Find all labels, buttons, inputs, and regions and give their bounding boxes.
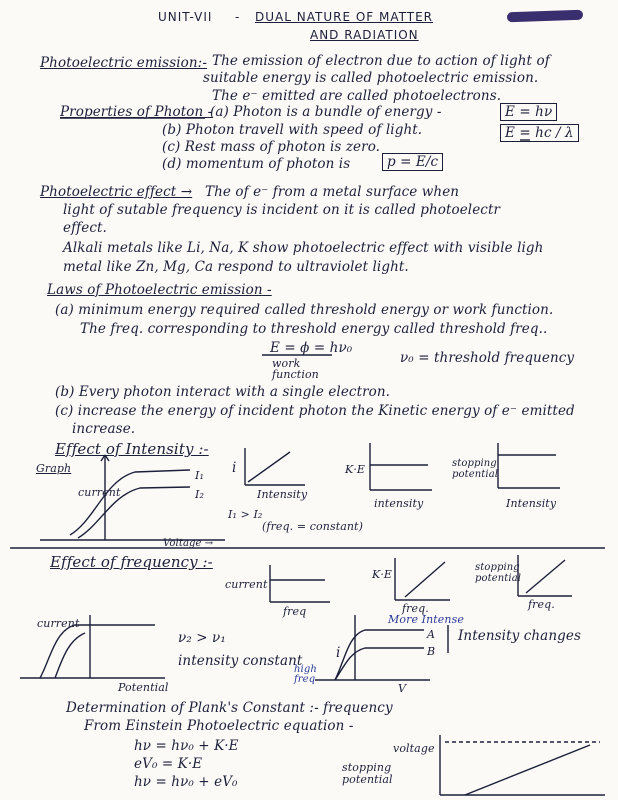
eq-momentum: p = E/c [382, 153, 443, 171]
graph2-line [248, 452, 290, 482]
law-b: (b) Every photon interact with a single electron. [55, 384, 391, 400]
law-a: (a) minimum energy required called threshold energy or work function. [55, 302, 554, 318]
effect-line-4: Alkali metals like Li, Na, K show photoelectric effect with visible ligh [63, 240, 544, 256]
effect-line-3: effect. [63, 220, 107, 236]
pgraph-line [465, 745, 590, 795]
title-dash: - [235, 10, 241, 24]
intensity-x-axis-1: Intensity [257, 488, 308, 501]
freq-current-label-2: current [37, 617, 80, 630]
planck-line-2: From Einstein Photoelectric equation - [84, 718, 354, 734]
page-subtitle: AND RADIATION [310, 28, 419, 42]
photon-heading: Properties of Photon - [60, 104, 213, 120]
curve-b-label: B [427, 645, 436, 658]
planck-eq-3: hν = hν₀ + eV₀ [134, 774, 238, 790]
planck-eq-1: hν = hν₀ + K·E [134, 738, 239, 754]
freq-i-axis: i [336, 645, 341, 661]
fgraph4-curve-1 [40, 625, 155, 678]
ke-axis: K·E [345, 463, 366, 476]
i1-label: I₁ [195, 469, 204, 482]
intensity-heading: Effect of Intensity :- [55, 440, 209, 458]
v-axis-label: V [398, 682, 407, 695]
photon-prop-d: (d) momentum of photon is [162, 156, 351, 172]
curve-i1 [70, 470, 190, 535]
intensity-condition-2: (freq. = constant) [262, 520, 363, 533]
fgraph5-curve-a [335, 630, 424, 680]
fgraph2-line [405, 562, 445, 597]
effect-line-1: The of e⁻ from a metal surface when [205, 184, 460, 200]
photon-prop-c: (c) Rest mass of photon is zero. [162, 139, 381, 155]
threshold-equation: E = ϕ = hν₀ [270, 340, 353, 356]
freq-x-axis-3: freq. [528, 598, 555, 611]
i2-label: I₂ [195, 488, 204, 501]
unit-label: UNIT-VII [158, 10, 213, 24]
curve-a-label: A [427, 628, 436, 641]
intensity-condition-1: I₁ > I₂ [228, 508, 263, 521]
intensity-x-axis-3: Intensity [506, 497, 557, 510]
emission-line-3: The e⁻ emitted are called photoelectrons. [212, 88, 502, 104]
freq-current-label: current [225, 578, 268, 591]
intensity-i-axis: i [232, 460, 237, 476]
intensity-x-axis-2: intensity [374, 497, 424, 510]
freq-ke-axis: K·E [372, 568, 393, 581]
planck-line-1: Determination of Plank's Constant :- frequency [66, 700, 393, 716]
potential-label: Potential [118, 681, 169, 694]
nu-condition: ν₂ > ν₁ [178, 630, 226, 646]
intensity-changes: Intensity changes [458, 628, 581, 644]
emission-line-1: The emission of electron due to action of light of [212, 53, 550, 69]
planck-eq-2: eV₀ = K·E [134, 756, 203, 772]
law-c-2: increase. [72, 421, 136, 437]
high-freq-label: high freq [294, 664, 317, 685]
page-title: DUAL NATURE OF MATTER [255, 10, 433, 24]
laws-heading: Laws of Photoelectric emission - [47, 282, 272, 298]
graph-label: Graph [36, 462, 72, 475]
fgraph5-curve-b [335, 648, 424, 680]
emission-line-2: suitable energy is called photoelectric emission. [203, 70, 539, 86]
law-c: (c) increase the energy of incident photon the Kinetic energy of e⁻ emitted [55, 403, 575, 419]
freq-stopping-axis: stopping potential [475, 562, 522, 584]
fgraph4-curve-2 [55, 633, 85, 678]
photon-prop-b: (b) Photon travell with speed of light. [162, 122, 423, 138]
freq-x-axis-2: freq. [402, 602, 429, 615]
photoelectric-emission-heading: Photoelectric emission:- [40, 55, 207, 71]
eq-energy-c: E = hc / λ [500, 124, 579, 142]
voltage-label: Voltage → [163, 538, 214, 549]
threshold-frequency-label: ν₀ = threshold frequency [400, 350, 575, 366]
planck-stopping-axis: stopping potential [342, 761, 393, 786]
eq-energy: E = hν [500, 103, 557, 121]
law-a-2: The freq. corresponding to threshold energy called threshold freq.. [80, 321, 548, 337]
photon-prop-a: (a) Photon is a bundle of energy - [210, 104, 442, 120]
fgraph3-line [526, 560, 565, 593]
planck-voltage-axis: voltage [393, 742, 435, 755]
freq-x-axis-1: freq [283, 605, 307, 618]
stopping-potential-axis: stopping potential [452, 458, 499, 480]
effect-line-5: metal like Zn, Mg, Ca respond to ultraviolet light. [63, 259, 409, 275]
curve-i2 [78, 487, 190, 538]
work-function-label: work function [272, 357, 319, 381]
effect-line-2: light of sutable frequency is incident on it is called photoelectr [63, 202, 501, 218]
intensity-constant: intensity constant [178, 653, 303, 669]
photoelectric-effect-heading: Photoelectric effect → [40, 184, 193, 200]
frequency-heading: Effect of frequency :- [50, 553, 213, 571]
current-label: current [78, 486, 121, 499]
more-intense-label: More Intense [388, 613, 464, 626]
